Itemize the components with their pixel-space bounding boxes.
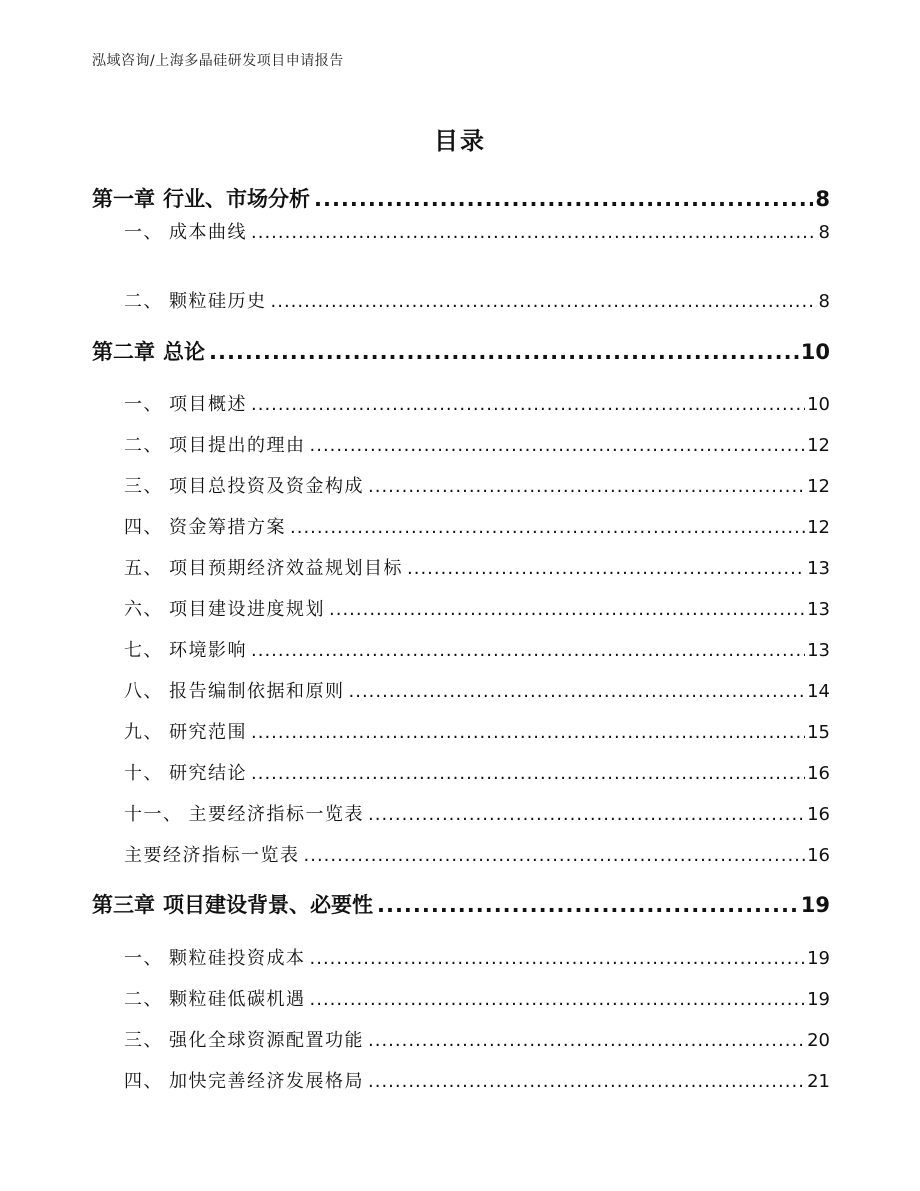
toc-entry-page: 16	[807, 804, 830, 825]
toc-entry-title: 颗粒硅低碳机遇	[169, 989, 306, 1010]
toc-entry-page: 14	[807, 681, 830, 702]
toc-entry-title: 项目建设进度规划	[169, 599, 325, 620]
toc-entry-title: 环境影响	[169, 640, 247, 661]
toc-chapter-entry[interactable]	[92, 183, 830, 213]
toc-section-entry[interactable]	[92, 472, 830, 498]
toc-entry-title: 研究范围	[169, 722, 247, 743]
toc-section-entry[interactable]	[92, 218, 830, 244]
toc-chapter-entry[interactable]	[92, 889, 830, 919]
toc-entry-page: 10	[807, 394, 830, 415]
toc-leader-dots	[310, 989, 806, 1010]
toc-entry-number: 七、	[124, 640, 163, 661]
toc-entry-number: 一、	[124, 394, 163, 415]
toc-leader-dots	[290, 517, 805, 538]
toc-section-entry[interactable]	[92, 595, 830, 621]
toc-entry-number: 四、	[124, 517, 163, 538]
toc-leader-dots	[377, 893, 799, 917]
toc-entry-page: 15	[807, 722, 830, 743]
toc-section-entry[interactable]	[92, 636, 830, 662]
toc-section-entry[interactable]	[92, 944, 830, 970]
toc-entry-title: 行业、市场分析	[163, 187, 310, 211]
toc-leader-dots	[251, 394, 805, 415]
toc-entry-number: 八、	[124, 681, 163, 702]
toc-leader-dots	[209, 340, 799, 364]
running-header: 泓域咨询/上海多晶硅研发项目申请报告	[92, 53, 344, 69]
toc-entry-title: 总论	[163, 340, 205, 364]
toc-entry-page: 16	[807, 763, 830, 784]
toc-section-entry[interactable]	[92, 390, 830, 416]
toc-entry-title: 成本曲线	[169, 222, 247, 243]
toc-entry-page: 19	[807, 948, 830, 969]
toc-entry-page: 13	[807, 558, 830, 579]
toc-entry-title: 颗粒硅投资成本	[169, 948, 306, 969]
toc-entry-number: 二、	[124, 435, 163, 456]
toc-leader-dots	[407, 558, 805, 579]
toc-entry-page: 8	[818, 222, 830, 243]
toc-entry-title: 项目提出的理由	[169, 435, 306, 456]
toc-leader-dots	[271, 291, 817, 312]
toc-entry-page: 12	[807, 435, 830, 456]
toc-entry-number: 第三章	[92, 893, 155, 917]
toc-entry-page: 10	[800, 340, 830, 364]
toc-entry-number: 第一章	[92, 187, 155, 211]
toc-entry-title: 主要经济指标一览表	[124, 845, 300, 866]
toc-entry-page: 16	[807, 845, 830, 866]
toc-entry-title: 项目预期经济效益规划目标	[169, 558, 403, 579]
toc-entry-number: 一、	[124, 948, 163, 969]
toc-entry-page: 19	[800, 893, 830, 917]
toc-entry-number: 九、	[124, 722, 163, 743]
toc-leader-dots	[251, 222, 817, 243]
toc-section-entry[interactable]	[92, 1026, 830, 1052]
toc-leader-dots	[310, 948, 806, 969]
toc-entry-title: 项目建设背景、必要性	[163, 893, 373, 917]
toc-entry-title: 强化全球资源配置功能	[169, 1030, 364, 1051]
toc-leader-dots	[368, 804, 805, 825]
toc-section-entry[interactable]	[92, 431, 830, 457]
toc-entry-title: 项目概述	[169, 394, 247, 415]
toc-entry-number: 十、	[124, 763, 163, 784]
toc-entry-page: 21	[807, 1071, 830, 1092]
toc-entry-title: 资金筹措方案	[169, 517, 286, 538]
toc-entry-page: 12	[807, 476, 830, 497]
toc-entry-page: 19	[807, 989, 830, 1010]
toc-section-entry[interactable]	[92, 513, 830, 539]
toc-section-entry[interactable]	[92, 1067, 830, 1093]
toc-section-entry[interactable]	[92, 677, 830, 703]
toc-entry-number: 三、	[124, 1030, 163, 1051]
toc-entry-title: 项目总投资及资金构成	[169, 476, 364, 497]
toc-leader-dots	[368, 1071, 805, 1092]
toc-leader-dots	[314, 187, 813, 211]
toc-entry-number: 一、	[124, 222, 163, 243]
toc-section-entry[interactable]	[92, 841, 830, 867]
toc-entry-number: 二、	[124, 291, 163, 312]
toc-entry-number: 二、	[124, 989, 163, 1010]
toc-leader-dots	[251, 722, 805, 743]
toc-leader-dots	[304, 845, 806, 866]
toc-entry-page: 8	[815, 187, 830, 211]
toc-section-entry[interactable]	[92, 759, 830, 785]
header-divider	[90, 76, 830, 77]
toc-entry-page: 20	[807, 1030, 830, 1051]
toc-leader-dots	[251, 763, 805, 784]
toc-section-entry[interactable]	[92, 718, 830, 744]
toc-entry-page: 13	[807, 640, 830, 661]
page-title: 目录	[434, 127, 486, 155]
toc-entry-title: 报告编制依据和原则	[169, 681, 345, 702]
toc-entry-number: 六、	[124, 599, 163, 620]
toc-entry-number: 三、	[124, 476, 163, 497]
toc-entry-number: 十一、	[124, 804, 183, 825]
toc-entry-title: 研究结论	[169, 763, 247, 784]
toc-leader-dots	[251, 640, 805, 661]
toc-chapter-entry[interactable]	[92, 336, 830, 366]
toc-leader-dots	[368, 1030, 805, 1051]
toc-leader-dots	[368, 476, 805, 497]
toc-leader-dots	[310, 435, 806, 456]
toc-section-entry[interactable]	[92, 554, 830, 580]
toc-leader-dots	[329, 599, 805, 620]
toc-section-entry[interactable]	[92, 985, 830, 1011]
toc-entry-page: 13	[807, 599, 830, 620]
toc-entry-title: 颗粒硅历史	[169, 291, 267, 312]
toc-entry-number: 第二章	[92, 340, 155, 364]
toc-entry-title: 加快完善经济发展格局	[169, 1071, 364, 1092]
toc-entry-number: 四、	[124, 1071, 163, 1092]
toc-leader-dots	[349, 681, 806, 702]
toc-entry-page: 8	[818, 291, 830, 312]
toc-entry-page: 12	[807, 517, 830, 538]
toc-section-entry[interactable]	[92, 800, 830, 826]
toc-entry-title: 主要经济指标一览表	[188, 804, 364, 825]
toc-entry-number: 五、	[124, 558, 163, 579]
toc-section-entry[interactable]	[92, 287, 830, 313]
